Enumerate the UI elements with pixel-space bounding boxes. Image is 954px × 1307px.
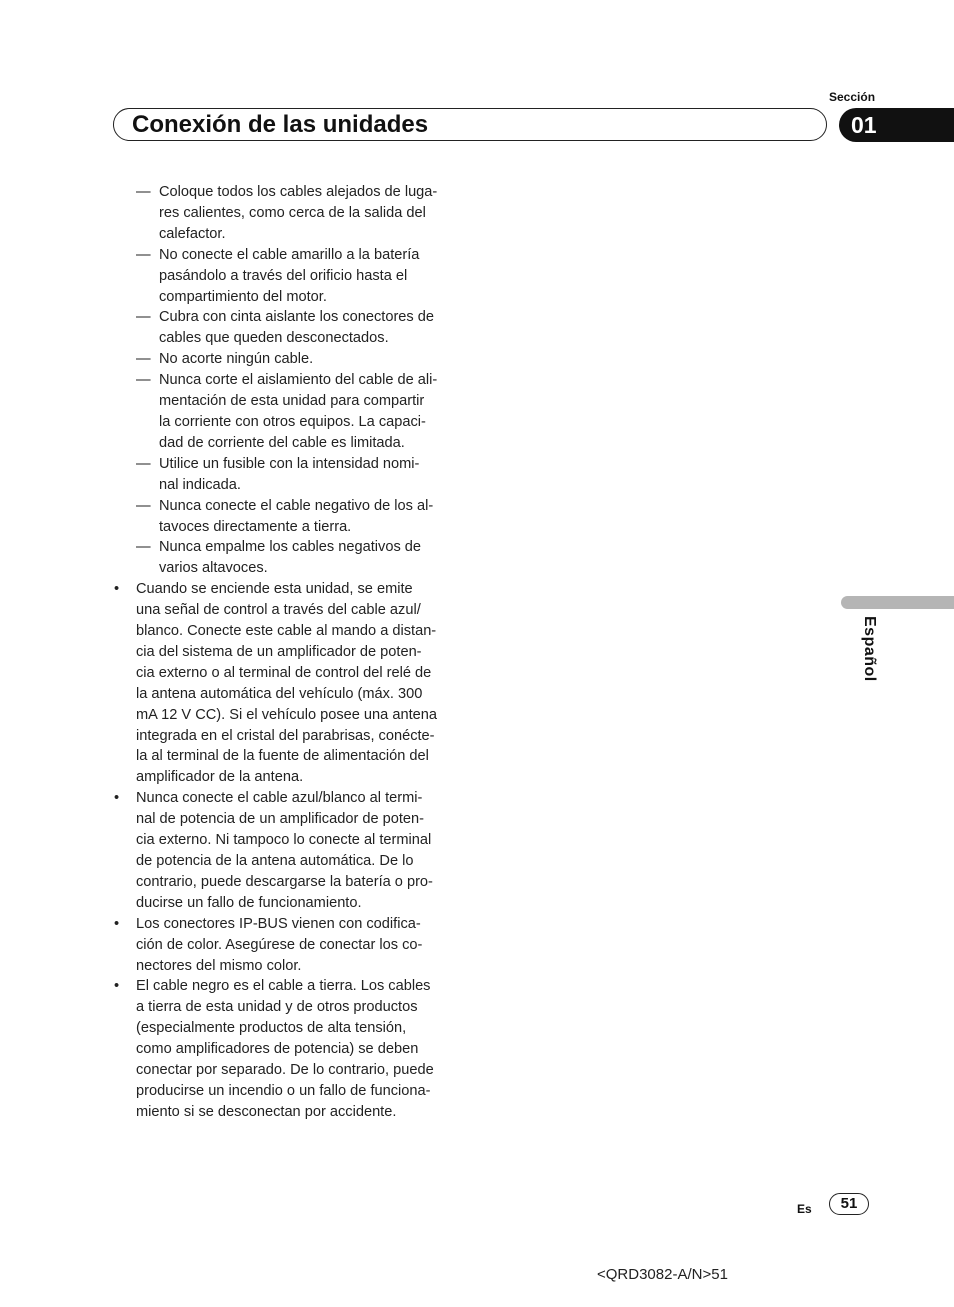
list-item: [114, 976, 459, 1122]
bullet-marker: •: [114, 915, 120, 932]
language-code: Es: [797, 1202, 812, 1216]
list-item: [114, 496, 459, 538]
dash-marker: —: [136, 184, 151, 200]
dash-marker: —: [136, 309, 151, 326]
list-item-text: Utilice un fusible con la intensidad nomi- nal indicada.: [159, 455, 420, 493]
dash-marker: —: [136, 539, 151, 556]
list-item-text: El cable negro es el cable a tierra. Los cables a tierra de esta unidad y de otros productos (especialmente productos de alta tensión, como amplificadores de potencia) se deben conectar por separado. De lo contrario, puede producirse un incendio o un fallo de funciona- miento si se desconectan por accidente.: [136, 978, 434, 1120]
list-item: [114, 182, 459, 245]
dash-marker: —: [136, 497, 151, 514]
list-item: [114, 370, 459, 454]
list-item: [114, 245, 459, 308]
list-item-text: Coloque todos los cables alejados de luga- res calientes, como cerca de la salida del calefactor.: [159, 184, 438, 242]
list-item-text: Nunca conecte el cable azul/blanco al termi- nal de potencia de un amplificador de poten- cia externo. Ni tampoco lo conecte al terminal de potencia de la antena automática. De lo contrario, puede descargarse la batería o pro- ducirse un fallo de funcionamiento.: [136, 790, 433, 911]
title-bar: [113, 108, 827, 141]
list-item: [114, 307, 459, 349]
page-title: Conexión de las unidades: [132, 111, 429, 138]
list-item-text: Cuando se enciende esta unidad, se emite una señal de control a través del cable azul/ blanco. Conecte este cable al mando a distan- cia del sistema de un amplificador de poten- cia externo o al terminal de control del relé de la antena automática del vehículo (máx. 300 mA 12 V CC). Si el vehículo posee una antena integrada en el cristal del parabrisas, conécte- la al terminal de la fuente de alimentación del amplificador de la antena.: [136, 581, 437, 786]
page-number: 51: [829, 1193, 869, 1215]
list-item: [114, 788, 459, 913]
list-item: [114, 537, 459, 579]
section-number: 01: [851, 112, 877, 138]
list-item-text: Cubra con cinta aislante los conectores de cables que queden desconectados.: [159, 309, 435, 347]
list-item: [114, 454, 459, 496]
section-label: Sección: [829, 90, 876, 104]
dash-marker: —: [136, 455, 151, 472]
dash-marker: —: [136, 372, 151, 389]
dash-marker: —: [136, 246, 151, 263]
language-label: Español: [861, 616, 878, 682]
document-code: <QRD3082-A/N>51: [597, 1266, 728, 1283]
list-item-text: Nunca conecte el cable negativo de los al- tavoces directamente a tierra.: [159, 497, 434, 535]
body-text: [114, 182, 459, 1123]
list-item: [114, 579, 459, 788]
list-item-text: No acorte ningún cable.: [159, 351, 314, 368]
list-item-text: Los conectores IP-BUS vienen con codifica- ción de color. Asegúrese de conectar los co- nectores del mismo color.: [136, 915, 423, 974]
list-item-text: Nunca empalme los cables negativos de varios altavoces.: [159, 539, 422, 577]
list-item-text: Nunca corte el aislamiento del cable de ali- mentación de esta unidad para compartir la corriente con otros equipos. La capaci- dad de corriente del cable es limitada.: [159, 372, 438, 451]
section-badge: [839, 108, 954, 142]
list-item-text: No conecte el cable amarillo a la batería pasándolo a través del orificio hasta el compartimiento del motor.: [159, 246, 420, 305]
list-item: [114, 349, 459, 370]
dash-marker: —: [136, 351, 151, 368]
bullet-marker: •: [114, 978, 120, 995]
list-item: [114, 914, 459, 977]
bullet-marker: •: [114, 790, 120, 807]
bullet-marker: •: [114, 581, 120, 598]
language-tab: [841, 596, 954, 609]
